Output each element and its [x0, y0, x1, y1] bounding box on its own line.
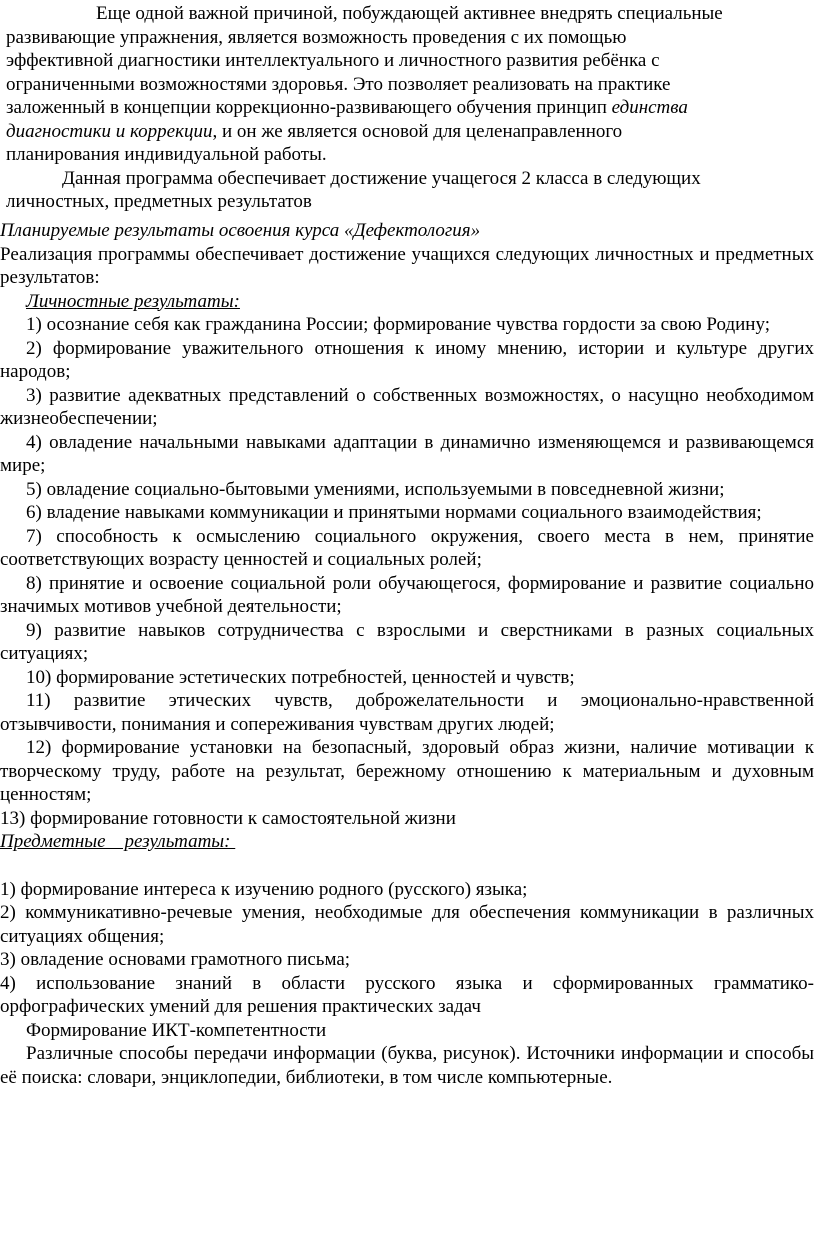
intro-italic-term: диагностики и коррекции [6, 120, 213, 142]
personal-results-heading-text: Личностные результаты: [26, 290, 240, 312]
intro-line [6, 120, 796, 144]
personal-item: 5) овладение социально-бытовыми умениями, используемыми в повседневной жизни; [26, 478, 725, 500]
blank-line [0, 854, 814, 878]
personal-item: 1) осознание себя как гражданина России; формирование чувства гордости за свою Родину; [26, 314, 770, 335]
personal-item: 12) формирование установки на безопасный, здоровый образ жизни, наличие мотивации к творческому труду, работе на результат, бережному отношению к материальным и духовным ценностям; [0, 737, 814, 805]
intro-line: Еще одной важной причиной, побуждающей активнее внедрять специальные [96, 3, 723, 24]
subject-item: 1) формирование интереса к изучению родного (русского) языка; [0, 878, 528, 900]
intro-paragraph [6, 2, 796, 214]
subject-results-heading-text: Предметные результаты: [0, 831, 236, 852]
personal-item: 2) формирование уважительного отношения к иному мнению, истории и культуре других народов; [0, 337, 814, 382]
personal-item: 6) владение навыками коммуникации и принятыми нормами социального взаимодействия; [26, 502, 762, 523]
realization-paragraph: Реализация программы обеспечивает достижение учащихся следующих личностных и предметных результатов: [0, 243, 814, 288]
subject-item: 3) овладение основами грамотного письма; [0, 949, 351, 970]
personal-item: 4) овладение начальными навыками адаптации в динамично изменяющемся и развивающемся мире; [0, 431, 814, 476]
personal-item: 7) способность к осмыслению социального окружения, своего места в нем, принятие соответствующих возрасту ценностей и социальных ролей; [0, 525, 814, 570]
intro-line: личностных, предметных результатов [6, 191, 312, 212]
intro-italic-term: единства [611, 97, 688, 118]
intro-line: Данная программа обеспечивает достижение учащегося 2 класса в следующих [62, 167, 701, 189]
subject-item: 4) использование знаний в области русского языка и сформированных грамматико-орфографических умений для решения практических задач [0, 972, 814, 1017]
subject-item: 2) коммуникативно-речевые умения, необходимые для обеспечения коммуникации в различных ситуациях общения; [0, 902, 814, 947]
personal-item: 8) принятие и освоение социальной роли обучающегося, формирование и развитие социально значимых мотивов учебной деятельности; [0, 572, 814, 617]
personal-item: 11) развитие этических чувств, доброжелательности и эмоционально-нравственной отзывчивости, понимания и сопереживания чувствам других людей; [0, 690, 814, 735]
intro-line: планирования индивидуальной работы. [6, 144, 327, 165]
personal-item: 13) формирование готовности к самостоятельной жизни [0, 807, 456, 829]
intro-line: развивающие упражнения, является возможность проведения с их помощью [6, 26, 627, 48]
personal-results-heading [0, 290, 814, 314]
intro-line: ограниченными возможностями здоровья. Это позволяет реализовать на практике [6, 73, 671, 95]
intro-line: эффективной диагностики интеллектуального и личностного развития ребёнка с [6, 50, 660, 71]
subject-results-heading [0, 830, 814, 854]
intro-line-text: заложенный в концепции коррекционно-развивающего обучения принцип [6, 97, 612, 118]
ict-heading: Формирование ИКТ-компетентности [26, 1019, 327, 1041]
intro-line-text: , и он же является основой для целенаправленного [212, 120, 623, 142]
personal-item: 10) формирование эстетических потребностей, ценностей и чувств; [26, 666, 575, 688]
personal-item: 9) развитие навыков сотрудничества с взрослыми и сверстниками в разных социальных ситуациях; [0, 619, 814, 664]
personal-item: 3) развитие адекватных представлений о собственных возможностях, о насущно необходимом жизнеобеспечении; [0, 384, 814, 429]
ict-paragraph: Различные способы передачи информации (буква, рисунок). Источники информации и способы её поиска: словари, энциклопедии, библиотеки, в том числе компьютерные. [0, 1043, 814, 1088]
document-body [0, 219, 814, 1089]
section-title: Планируемые результаты освоения курса «Дефектология» [0, 220, 481, 241]
intro-line [6, 96, 796, 120]
